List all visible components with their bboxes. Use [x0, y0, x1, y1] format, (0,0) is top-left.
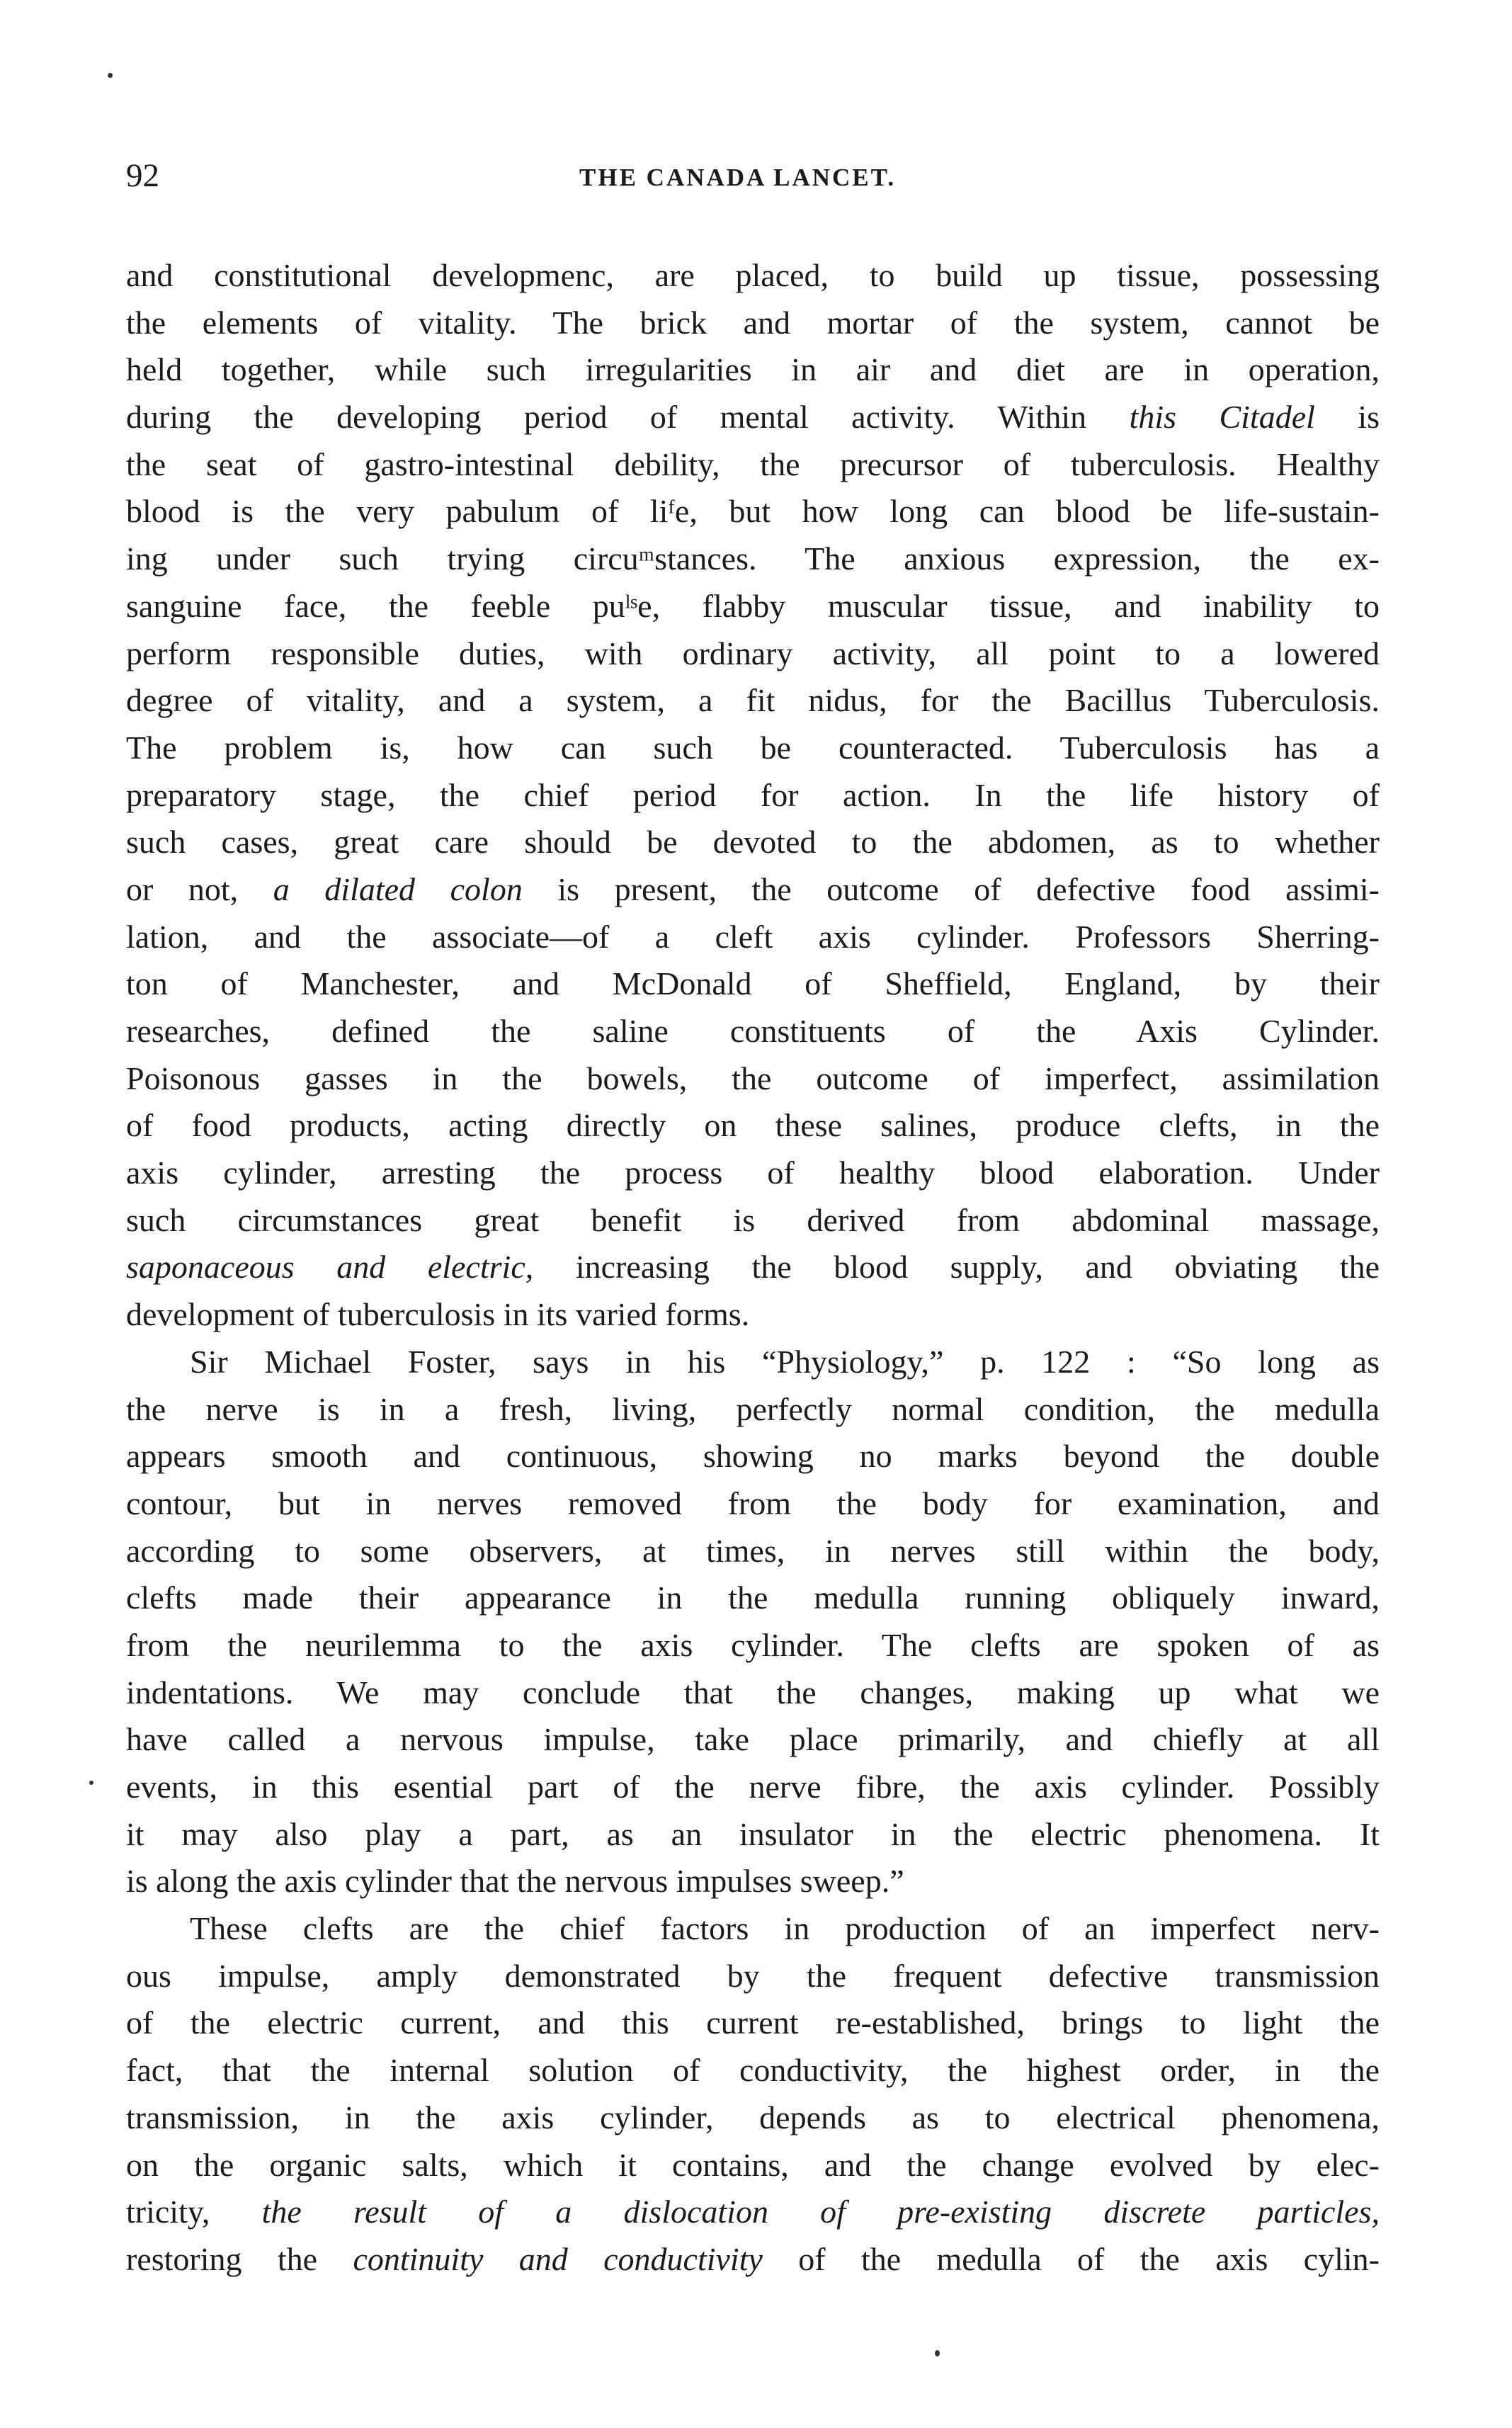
text-line — [126, 2094, 1380, 2142]
italic-phrase: a dilated colon — [273, 870, 523, 907]
text-line — [126, 488, 1380, 535]
text-segment: clefts made their appearance in the medulla running obliquely inward, — [126, 1579, 1380, 1616]
text-line — [126, 1575, 1380, 1622]
italic-phrase: continuity and conductivity — [353, 2240, 763, 2277]
text-line — [126, 346, 1380, 394]
scan-speck — [108, 73, 113, 78]
text-segment: These clefts are the chief factors in production of an imperfect nerv- — [190, 1910, 1380, 1947]
text-line — [126, 1716, 1380, 1764]
text-segment: The problem is, how can such be counteracted. Tuberculosis has a — [126, 729, 1380, 766]
text-line — [126, 441, 1380, 489]
text-segment: appears smooth and continuous, showing no marks beyond the double — [126, 1438, 1380, 1475]
text-segment: Poisonous gasses in the bowels, the outcome of imperfect, assimilation — [126, 1060, 1380, 1096]
text-line — [126, 1480, 1380, 1528]
text-segment: ton of Manchester, and McDonald of Sheffield, England, by their — [126, 965, 1380, 1002]
text-line — [126, 1669, 1380, 1717]
text-segment: tricity, — [126, 2194, 262, 2230]
italic-phrase: saponaceous and electric, — [126, 1249, 534, 1286]
text-line — [126, 2142, 1380, 2189]
text-segment: the nerve is in a fresh, living, perfectly normal condition, the medulla — [126, 1390, 1380, 1427]
text-line — [126, 2189, 1380, 2236]
page-number: 92 — [126, 157, 159, 194]
text-segment: blood is the very pabulum of liᶠe, but how long can blood be life-sustain- — [126, 493, 1380, 530]
text-segment: transmission, in the axis cylinder, depends as to electrical phenomena, — [126, 2099, 1380, 2135]
text-segment: on the organic salts, which it contains, and the change evolved by elec- — [126, 2146, 1380, 2183]
text-line — [126, 2236, 1380, 2284]
text-line — [126, 677, 1380, 725]
text-line — [126, 1055, 1380, 1103]
text-segment: degree of vitality, and a system, a fit nidus, for the Bacillus Tuberculosis. — [126, 682, 1380, 719]
text-line — [126, 960, 1380, 1008]
text-line — [126, 1386, 1380, 1434]
text-segment: have called a nervous impulse, take place primarily, and chiefly at all — [126, 1721, 1380, 1758]
text-line — [126, 1102, 1380, 1150]
italic-phrase: this Citadel — [1129, 399, 1315, 436]
text-segment: ous impulse, amply demonstrated by the frequent defective transmission — [126, 1957, 1380, 1994]
text-segment: of food products, acting directly on these salines, produce clefts, in the — [126, 1107, 1380, 1144]
text-line — [126, 914, 1380, 961]
text-line — [126, 1858, 1380, 1905]
text-line — [126, 1953, 1380, 2000]
text-segment: the seat of gastro-intestinal debility, the precursor of tuberculosis. Healthy — [126, 446, 1380, 482]
text-segment: the elements of vitality. The brick and mortar of the system, cannot be — [126, 304, 1380, 341]
body-text — [126, 252, 1380, 2284]
text-segment: researches, defined the saline constituents of the Axis Cylinder. — [126, 1013, 1380, 1049]
text-segment: during the developing period of mental activity. Within — [126, 399, 1130, 436]
text-segment: it may also play a part, as an insulator in the electric phenomena. It — [126, 1815, 1380, 1852]
text-segment: from the neurilemma to the axis cylinder. The clefts are spoken of as — [126, 1626, 1380, 1663]
scan-speck — [89, 1781, 93, 1785]
text-line — [126, 1339, 1380, 1386]
text-line — [126, 394, 1380, 441]
text-line — [126, 772, 1380, 819]
text-line — [126, 2047, 1380, 2094]
text-segment: events, in this esential part of the nerve fibre, the axis cylinder. Possibly — [126, 1769, 1380, 1805]
text-line — [126, 819, 1380, 866]
text-segment: such circumstances great benefit is derived from abdominal massage, — [126, 1201, 1380, 1238]
italic-phrase: the result of a dislocation of pre-existing discrete particles, — [261, 2194, 1380, 2230]
text-line — [126, 535, 1380, 583]
text-segment: perform responsible duties, with ordinary activity, all point to a lowered — [126, 635, 1380, 671]
text-line — [126, 252, 1380, 300]
text-segment: according to some observers, at times, in nerves still within the body, — [126, 1532, 1380, 1569]
text-line — [126, 1622, 1380, 1669]
text-segment: contour, but in nerves removed from the body for examination, and — [126, 1485, 1380, 1521]
text-segment: sanguine face, the feeble puˡˢe, flabby muscular tissue, and inability to — [126, 587, 1380, 624]
text-segment: increasing the blood supply, and obviating the — [533, 1249, 1380, 1286]
text-line — [126, 1433, 1380, 1480]
text-segment: and constitutional developmenc, are placed, to build up tissue, possessing — [126, 257, 1380, 293]
text-line — [126, 1999, 1380, 2047]
text-line — [126, 1244, 1380, 1291]
text-segment: development of tuberculosis in its varied forms. — [126, 1296, 750, 1333]
text-segment: lation, and the associate—of a cleft axis cylinder. Professors Sherring- — [126, 918, 1380, 955]
text-line — [126, 866, 1380, 914]
text-line — [126, 1528, 1380, 1575]
text-line — [126, 1197, 1380, 1244]
text-segment: preparatory stage, the chief period for action. In the life history of — [126, 776, 1380, 813]
text-segment: axis cylinder, arresting the process of healthy blood elaboration. Under — [126, 1155, 1380, 1191]
text-segment: is along the axis cylinder that the nervous impulses sweep.” — [126, 1863, 904, 1900]
text-segment: Sir Michael Foster, says in his “Physiology,” p. 122 : “So long as — [190, 1343, 1380, 1380]
journal-title: THE CANADA LANCET. — [579, 164, 897, 191]
text-line — [126, 583, 1380, 630]
text-segment: held together, while such irregularities in air and diet are in operation, — [126, 351, 1380, 388]
text-segment: of the medulla of the axis cylin- — [762, 2240, 1380, 2277]
text-line — [126, 1008, 1380, 1055]
text-segment: restoring the — [126, 2240, 353, 2277]
text-segment: indentations. We may conclude that the changes, making up what we — [126, 1674, 1380, 1711]
text-line — [126, 1291, 1380, 1339]
text-segment: ing under such trying circuᵐstances. The anxious expression, the ex- — [126, 540, 1380, 577]
text-line — [126, 725, 1380, 772]
text-segment: or not, — [126, 870, 273, 907]
text-line — [126, 300, 1380, 347]
running-head — [126, 154, 1380, 204]
text-line — [126, 1764, 1380, 1811]
text-segment: such cases, great care should be devoted to the abdomen, as to whether — [126, 824, 1380, 861]
text-segment: is — [1314, 399, 1380, 436]
text-line — [126, 1150, 1380, 1197]
text-segment: is present, the outcome of defective food assimi- — [522, 870, 1380, 907]
text-line — [126, 1905, 1380, 1953]
text-line — [126, 630, 1380, 678]
text-line — [126, 1811, 1380, 1859]
text-segment: fact, that the internal solution of conductivity, the highest order, in the — [126, 2052, 1380, 2089]
text-segment: of the electric current, and this current re-established, brings to light the — [126, 2004, 1380, 2041]
scan-speck — [935, 2350, 940, 2356]
